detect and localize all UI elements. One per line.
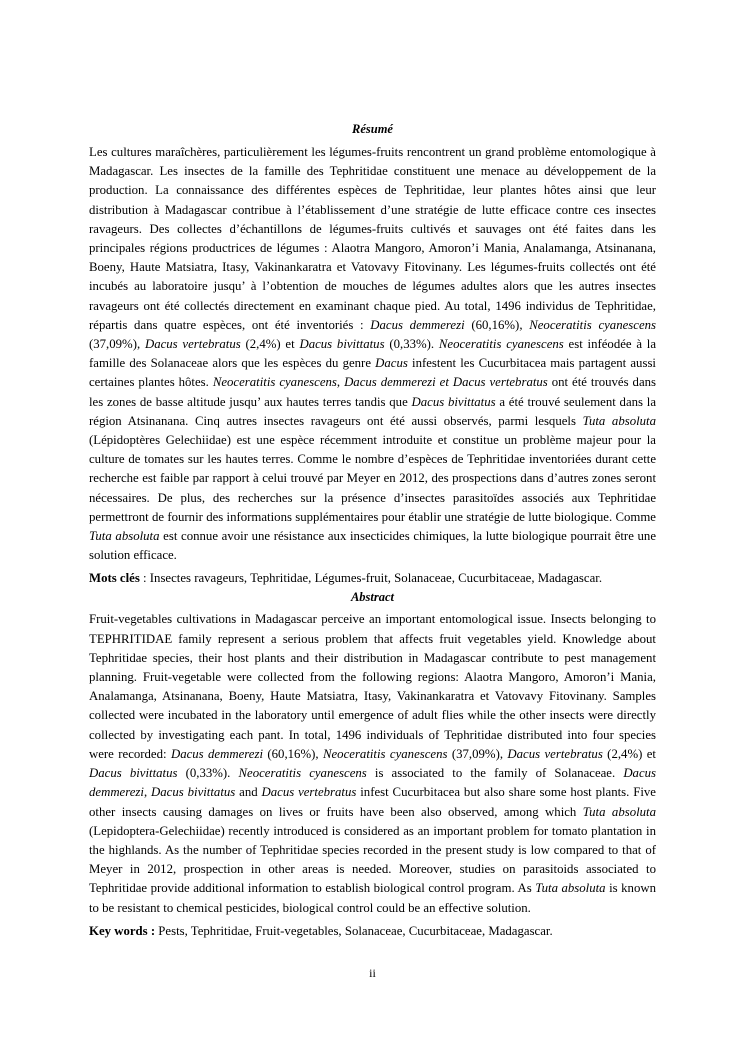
italic-run: Dacus demmerezi <box>370 317 465 332</box>
text-run: ont été trouvés dans les zones de basse altitude jusqu’ aux hautes terres tandis que <box>89 375 657 409</box>
text-run: (60,16%) <box>464 317 520 332</box>
text-run: is associated to the family of Solanaceae. <box>366 766 624 781</box>
italic-run: Tuta absoluta <box>89 529 160 544</box>
italic-run: Neoceratitis cyanescens <box>212 375 337 390</box>
text-run: Les cultures maraîchères, particulièrement les légumes-fruits rencontrent un grand problème entomologique à Madagascar. Les insectes de la famille des Tephritidae constituent une menace au développement de la production. La connaissance des différentes espèces de Tephritidae, leur plantes hôtes ainsi que leur distribution à Madagascar contribue à l’établissement d’une stratégie de lutte efficace contre ces insectes ravageurs. Des collectes d’échantillons de légumes-fruits cultivés et sauvages ont été faites dans les principales régions productrices de légumes : Alaotra Mangoro, Amoron’i Mania, Analamanga, Atsinanana, Boeny, Haute Matsiatra, Itasy, Vakinankaratra et Vatovavy Fitovinany. Les légumes-fruits collectés ont été incubés au laboratoire jusqu’ à l’obtention de mouches de légumes adultes alors que les autres insectes ravageurs ont été collectés directement en examinant chaque pied. Au total, 1496 individus de Tephritidae, répartis dans quatre espèces, ont été inventoriés : <box>89 145 656 332</box>
abstract-keywords-label: Key words : <box>89 923 156 938</box>
italic-run: Dacus demmerezi et Dacus vertebratus <box>344 375 548 390</box>
text-run: (37,09%), <box>447 746 508 761</box>
text-run: (2,4%) et <box>602 746 656 761</box>
italic-run: Dacus demmerezi <box>89 766 657 800</box>
text-run: is known to be resistant to chemical pesticides, biological control could be an effective solution. <box>89 881 656 915</box>
text-run: (Lepidoptera-Gelechiidae) recently introduced is considered as an important problem for tomato plantation in the highlands. As the number of Tephritidae species recorded in the present study is low compared to that of Meyer in 2012, prospection in other areas is needed. Moreover, studies on parasitoids associated to Tephritidae provide additional information to establish biological control program. As <box>89 823 656 896</box>
resume-keywords <box>89 569 656 588</box>
page-number: ii <box>369 966 376 980</box>
resume-section <box>89 120 656 588</box>
text-run: and <box>235 785 262 800</box>
italic-run: Tuta absoluta <box>582 804 657 819</box>
italic-run: Dacus bivittatus <box>299 337 385 352</box>
text-run: (60,16%) <box>263 746 316 761</box>
italic-run: Dacus vertebratus <box>261 785 357 800</box>
text-run: Fruit-vegetables cultivations in Madagascar perceive an important entomological issue. Insects belonging to TEPHRITIDAE family represent a serious problem that affects fruit vegetables yield. Knowledge about Tephritidae species, their host plants and their distribution in Madagascar contribute to pest management planning. Fruit-vegetable were collected from the following regions: Alaotra Mangoro, Amoron’i Mania, Analamanga, Atsinanana, Boeny, Haute Matsiatra, Itasy, Vakinankaratra et Vatovavy Fitovinany. Samples collected were incubated in the laboratory until emergence of adult flies while the other insects were directly collected by investigating each pant. In total, 1496 individuals of Tephritidae distributed into four species were recorded: <box>89 612 656 761</box>
text-run: (0,33%). <box>177 766 239 781</box>
resume-body <box>89 143 656 565</box>
italic-run: Dacus bivittatus <box>411 394 496 409</box>
abstract-title: Abstract <box>350 590 395 605</box>
text-run: est connue avoir une résistance aux insecticides chimiques, la lutte biologique pourrait être une solution efficace. <box>89 529 657 563</box>
text-run: (37,09%), <box>89 337 145 352</box>
italic-run: Dacus <box>375 356 408 371</box>
italic-run: Neoceratitis cyanescens <box>322 746 448 761</box>
italic-run: Dacus bivittatus <box>151 785 236 800</box>
resume-keywords-label: Mots clés <box>89 571 140 586</box>
text-run: infest Cucurbitacea but also share some host plants. Five other insects causing damages on lives or fruits have been also observed, among which <box>89 785 656 819</box>
text-run: (0,33%). <box>384 337 439 352</box>
italic-run: Dacus vertebratus <box>507 746 603 761</box>
italic-run: Dacus vertebratus <box>144 337 241 352</box>
text-run: est inféodée à la famille des Solanaceae alors que les espèces du genre <box>89 337 657 371</box>
italic-run: Dacus demmerezi <box>170 746 263 761</box>
italic-run: Tuta absoluta <box>582 413 657 428</box>
italic-run: , Neoceratitis cyanescens <box>519 317 656 332</box>
text-run: , <box>336 375 345 390</box>
abstract-body <box>89 610 656 917</box>
abstract-keywords-text: Pests, Tephritidae, Fruit-vegetables, Solanaceae, Cucurbitaceae, Madagascar. <box>155 923 553 938</box>
page-content <box>89 120 656 941</box>
text-run: infestent les Cucurbitacea mais partagent aussi certaines plantes hôtes. <box>89 356 656 390</box>
abstract-keywords <box>89 922 656 941</box>
italic-run: Tuta absoluta <box>535 881 606 896</box>
italic-run: Neoceratitis cyanescens <box>238 766 367 781</box>
resume-keywords-text: : Insectes ravageurs, Tephritidae, Légumes-fruit, Solanaceae, Cucurbitaceae, Madagascar. <box>139 571 603 586</box>
text-run: a été trouvé seulement dans la région Atsinanana. Cinq autres insectes ravageurs ont été aussi observés, parmi lesquels <box>89 394 656 428</box>
italic-run: Neoceratitis cyanescens <box>438 337 564 352</box>
abstract-section <box>89 588 656 940</box>
italic-run: Dacus bivittatus <box>89 766 178 781</box>
text-run: (2,4%) et <box>240 337 300 352</box>
text-run: (Lépidoptères Gelechiidae) est une espèce récemment introduite et constitue un problème majeur pour la culture de tomates sur les hautes terres. Comme le nombre d’espèces de Tephritidae inventoriées durant cette recherche est faible par rapport à celui trouvé par Meyer en 2012, des prospections dans d’autres zones seront nécessaires. De plus, des recherches sur la présence d’insectes parasitoïdes associés aux Tephritidae permettront de fournir des informations supplémentaires pour établir une stratégie de lutte biologique. Comme <box>89 433 656 524</box>
resume-title: Résumé <box>352 122 393 136</box>
italic-run: , <box>315 746 319 761</box>
text-run: , <box>143 785 152 800</box>
